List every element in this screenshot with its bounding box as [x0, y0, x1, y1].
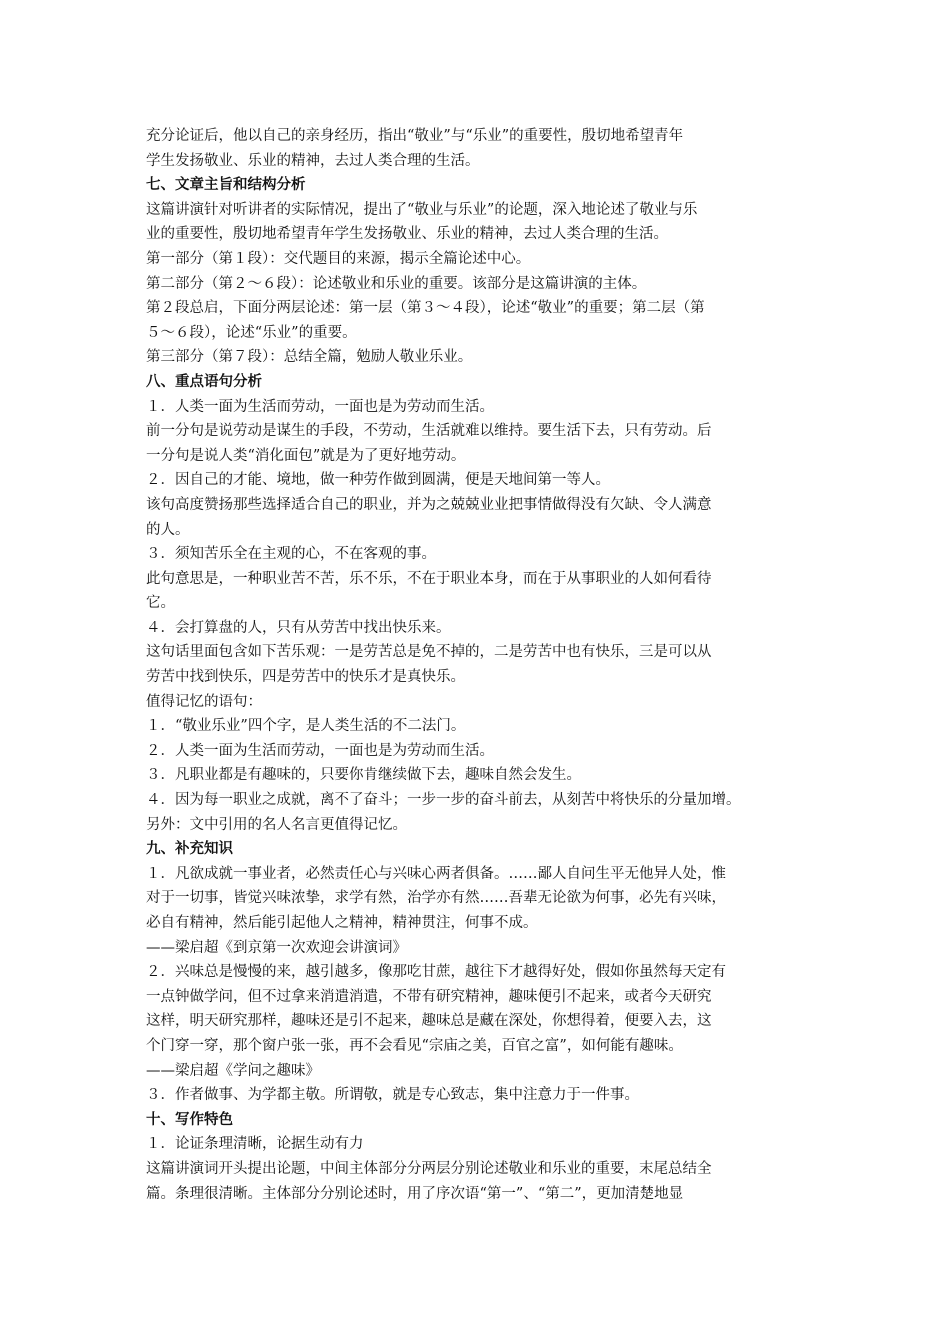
section-heading: 八、重点语句分析	[146, 373, 262, 390]
document-page	[146, 124, 806, 1206]
text-line: 这篇讲演词开头提出论题，中间主体部分分两层分别论述敬业和乐业的重要，末尾总结全	[146, 1160, 712, 1177]
text-line: 一分句是说人类“消化面包”就是为了更好地劳动。	[146, 447, 466, 464]
text-line: 必自有精神，然后能引起他人之精神，精神贯注，何事不成。	[146, 915, 538, 931]
text-line: 这句话里面包含如下苦乐观：一是劳苦总是免不掉的，二是劳苦中也有快乐，三是可以从	[146, 644, 712, 661]
text-line: ４．会打算盘的人，只有从劳苦中找出快乐来。	[146, 619, 451, 636]
text-line: 充分论证后，他以自己的亲身经历，指出“敬业”与“乐业”的重要性，殷切地希望青年	[146, 128, 684, 144]
text-line: 这样，明天研究那样，趣味还是引不起来，趣味总是藏在深处，你想得着，便要入去，这	[146, 1013, 712, 1030]
text-line: 另外：文中引用的名人名言更值得记忆。	[146, 816, 407, 833]
text-line: ２．兴味总是慢慢的来，越引越多，像那吃甘蔗，越往下才越得好处，假如你虽然每天定有	[146, 964, 726, 981]
text-line: ４．因为每一职业之成就，离不了奋斗；一步一步的奋斗前去，从刻苦中将快乐的分量加增。	[146, 792, 741, 809]
text-line: 个门穿一穿，那个窗户张一张，再不会看见“宗庙之美，百官之富”，如何能有趣味。	[146, 1037, 683, 1054]
text-line: 劳苦中找到快乐，四是劳苦中的快乐才是真快乐。	[146, 669, 465, 686]
text-line: 值得记忆的语句：	[146, 693, 262, 710]
text-line: 一点钟做学问，但不过拿来消遣消遣，不带有研究精神，趣味便引不起来，或者今天研究	[146, 988, 712, 1005]
text-line: ３．作者做事、为学都主敬。所谓敬，就是专心致志，集中注意力于一件事。	[146, 1087, 639, 1104]
text-line: 学生发扬敬业、乐业的精神，去过人类合理的生活。	[146, 152, 480, 169]
text-line: １．“敬业乐业”四个字，是人类生活的不二法门。	[146, 718, 466, 735]
text-line: 这篇讲演针对听讲者的实际情况，提出了“敬业与乐业”的论题，深入地论述了敬业与乐	[146, 201, 698, 218]
section-heading: 十、写作特色	[146, 1111, 233, 1128]
text-line: 第一部分（第１段）：交代题目的来源，揭示全篇论述中心。	[146, 250, 531, 267]
text-line: １．论证条理清晰，论据生动有力	[146, 1136, 364, 1153]
text-line: ２．因自己的才能、境地，做一种劳作做到圆满，便是天地间第一等人。	[146, 472, 610, 489]
text-line: ——梁启超《学问之趣味》	[146, 1062, 320, 1079]
text-line: 第２段总启，下面分两层论述：第一层（第３～４段），论述“敬业”的重要；第二层（第	[146, 300, 705, 317]
text-line: ３．凡职业都是有趣味的，只要你肯继续做下去，趣味自然会发生。	[146, 767, 581, 784]
text-line: 它。	[146, 595, 175, 612]
text-line: 第三部分（第７段）：总结全篇，勉励人敬业乐业。	[146, 349, 473, 366]
text-line: ３．须知苦乐全在主观的心，不在客观的事。	[146, 546, 436, 563]
text-line: １．凡欲成就一事业者，必然责任心与兴味心两者俱备。……鄙人自问生平无他异人处，惟	[146, 865, 726, 882]
text-line: 第二部分（第２～６段）：论述敬业和乐业的重要。该部分是这篇讲演的主体。	[146, 275, 647, 292]
text-line: 此句意思是，一种职业苦不苦，乐不乐，不在于职业本身，而在于从事职业的人如何看待	[146, 570, 712, 587]
text-line: 篇。条理很清晰。主体部分分别论述时，用了序次语“第一”、“第二”，更加清楚地显	[146, 1185, 684, 1202]
section-heading: 九、补充知识	[146, 841, 233, 858]
text-line: 的人。	[146, 521, 190, 538]
text-line: 前一分句是说劳动是谋生的手段，不劳动，生活就难以维持。要生活下去，只有劳动。后	[146, 423, 712, 440]
text-line: １．人类一面为生活而劳动，一面也是为劳动而生活。	[146, 398, 494, 415]
text-line: 对于一切事，皆觉兴味浓挚，求学有然，治学亦有然……吾辈无论欲为何事，必先有兴味，	[146, 890, 726, 907]
text-line: 该句高度赞扬那些选择适合自己的职业，并为之兢兢业业把事情做得没有欠缺、令人满意	[146, 496, 712, 513]
text-line: ——梁启超《到京第一次欢迎会讲演词》	[146, 939, 407, 956]
section-heading: 七、文章主旨和结构分析	[146, 177, 306, 194]
text-line: 业的重要性，殷切地希望青年学生发扬敬业、乐业的精神，去过人类合理的生活。	[146, 226, 668, 243]
text-line: ２．人类一面为生活而劳动，一面也是为劳动而生活。	[146, 742, 494, 759]
text-line: ５～６段），论述“乐业”的重要。	[146, 324, 357, 341]
